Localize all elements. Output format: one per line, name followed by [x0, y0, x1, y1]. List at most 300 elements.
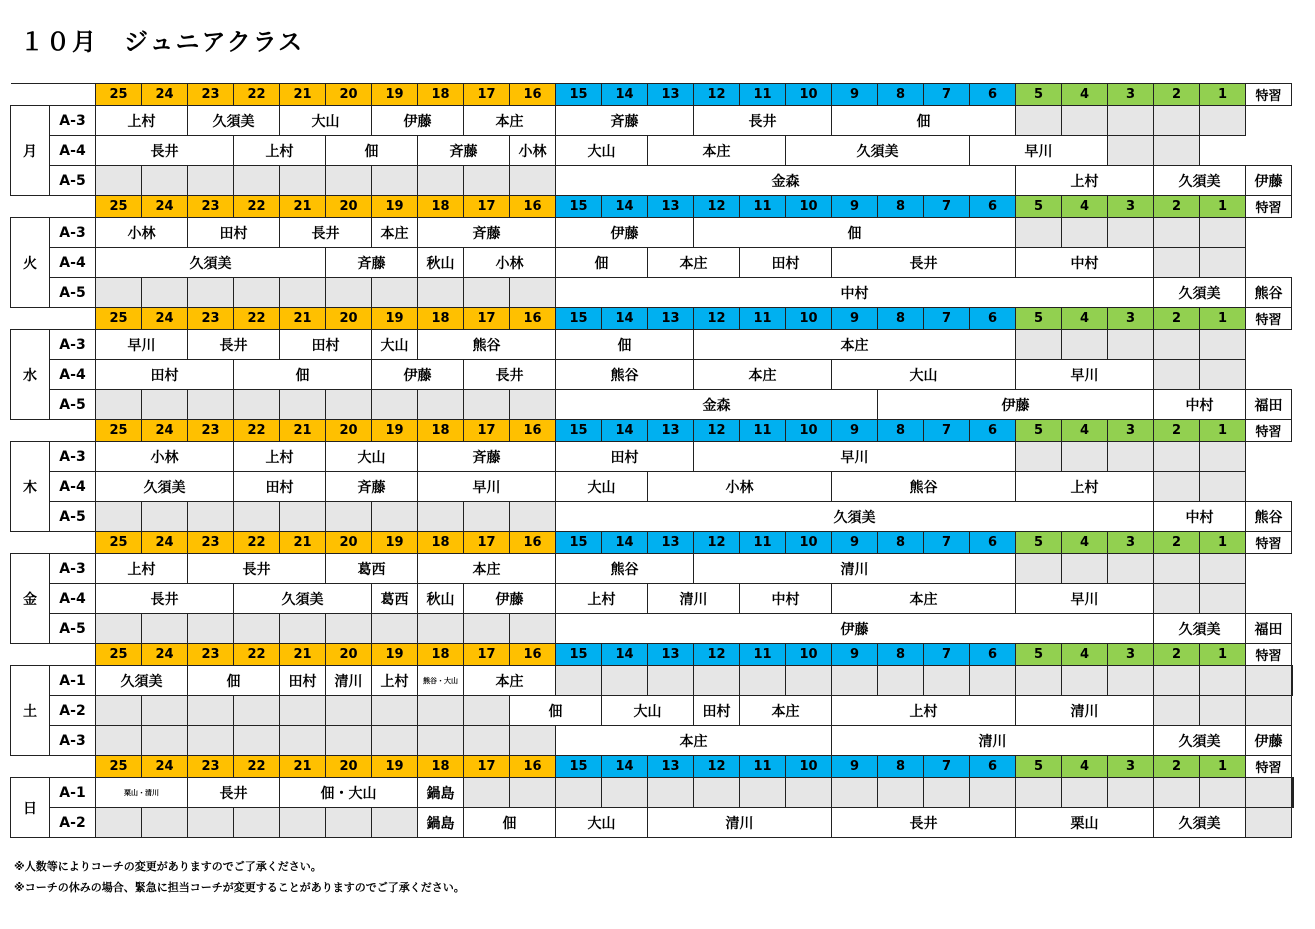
session-number: 13	[648, 196, 694, 218]
coach-cell: 長井	[832, 248, 1016, 278]
empty-cell	[1154, 778, 1200, 808]
coach-cell: 伊藤	[556, 218, 694, 248]
coach-cell: 上村	[1016, 166, 1154, 196]
coach-cell: 熊谷・大山	[418, 666, 464, 696]
session-number: 13	[648, 308, 694, 330]
empty-cell	[1246, 778, 1292, 808]
coach-cell: 栗山	[1016, 808, 1154, 838]
session-number: 4	[1062, 756, 1108, 778]
session-number: 20	[326, 756, 372, 778]
header-blank	[11, 196, 96, 218]
empty-cell	[1062, 554, 1108, 584]
coach-cell: 清川	[694, 554, 1016, 584]
empty-cell	[510, 502, 556, 532]
session-number: 6	[970, 84, 1016, 106]
empty-cell	[326, 726, 372, 756]
session-number: 16	[510, 420, 556, 442]
coach-cell: 大山	[326, 442, 418, 472]
session-number: 3	[1108, 532, 1154, 554]
class-row	[11, 778, 1294, 808]
session-number: 17	[464, 308, 510, 330]
session-number: 15	[556, 308, 602, 330]
coach-cell: 長井	[280, 218, 372, 248]
coach-cell: 葛西	[372, 584, 418, 614]
session-number: 8	[878, 84, 924, 106]
session-number: 19	[372, 308, 418, 330]
session-number: 14	[602, 84, 648, 106]
coach-cell: 久須美	[1154, 278, 1246, 308]
class-level: A-5	[50, 390, 96, 420]
class-level: A-3	[50, 442, 96, 472]
empty-cell	[1246, 666, 1292, 696]
session-number: 24	[142, 532, 188, 554]
session-number: 20	[326, 308, 372, 330]
session-number: 25	[96, 756, 142, 778]
empty-cell	[1062, 442, 1108, 472]
empty-cell	[1062, 778, 1108, 808]
session-number: 9	[832, 532, 878, 554]
session-number: 16	[510, 756, 556, 778]
session-number: 3	[1108, 420, 1154, 442]
coach-cell: 栗山・清川	[96, 778, 188, 808]
session-number: 18	[418, 756, 464, 778]
coach-cell: 佃	[188, 666, 280, 696]
class-row	[11, 472, 1294, 502]
session-number: 15	[556, 644, 602, 666]
coach-cell: 田村	[188, 218, 280, 248]
empty-cell	[418, 502, 464, 532]
coach-cell: 長井	[96, 584, 234, 614]
session-number: 21	[280, 756, 326, 778]
empty-cell	[142, 166, 188, 196]
session-number: 22	[234, 644, 280, 666]
empty-cell	[326, 696, 372, 726]
class-row	[11, 248, 1294, 278]
session-number: 4	[1062, 196, 1108, 218]
empty-cell	[510, 278, 556, 308]
empty-cell	[1154, 472, 1200, 502]
class-level: A-4	[50, 472, 96, 502]
session-number: 13	[648, 532, 694, 554]
empty-cell	[1154, 584, 1200, 614]
class-row	[11, 696, 1294, 726]
coach-cell: 久須美	[1154, 614, 1246, 644]
session-number: 17	[464, 756, 510, 778]
coach-cell: 鍋島	[418, 778, 464, 808]
class-level: A-5	[50, 614, 96, 644]
session-number: 8	[878, 308, 924, 330]
coach-cell: 久須美	[188, 106, 280, 136]
empty-cell	[1108, 136, 1154, 166]
empty-cell	[326, 808, 372, 838]
page-title: １０月 ジュニアクラス	[20, 28, 305, 56]
coach-cell: 上村	[372, 666, 418, 696]
session-number: 7	[924, 196, 970, 218]
session-number: 5	[1016, 756, 1062, 778]
session-number: 1	[1200, 420, 1246, 442]
session-number: 2	[1154, 420, 1200, 442]
session-number: 3	[1108, 84, 1154, 106]
coach-cell: 本庄	[464, 106, 556, 136]
session-number: 23	[188, 756, 234, 778]
empty-cell	[96, 390, 142, 420]
coach-cell: 斉藤	[326, 248, 418, 278]
coach-cell: 上村	[234, 442, 326, 472]
coach-cell: 中村	[740, 584, 832, 614]
day-label: 月	[11, 106, 50, 196]
session-number: 9	[832, 420, 878, 442]
session-number: 2	[1154, 84, 1200, 106]
coach-cell: 金森	[556, 166, 1016, 196]
session-number: 5	[1016, 420, 1062, 442]
coach-cell: 伊藤	[1246, 726, 1292, 756]
coach-cell: 本庄	[464, 666, 556, 696]
session-number: 21	[280, 644, 326, 666]
session-number: 8	[878, 644, 924, 666]
session-number: 19	[372, 196, 418, 218]
session-number: 6	[970, 420, 1016, 442]
session-number: 12	[694, 308, 740, 330]
empty-cell	[1154, 696, 1200, 726]
class-level: A-1	[50, 778, 96, 808]
session-number: 24	[142, 308, 188, 330]
empty-cell	[142, 726, 188, 756]
class-row	[11, 390, 1294, 420]
coach-cell: 田村	[234, 472, 326, 502]
coach-cell: 中村	[556, 278, 1154, 308]
session-number: 7	[924, 420, 970, 442]
schedule-table	[10, 83, 1294, 838]
empty-cell	[1293, 778, 1294, 808]
coach-cell: 伊藤	[372, 106, 464, 136]
coach-cell: 早川	[1016, 360, 1154, 390]
class-row	[11, 614, 1294, 644]
coach-cell: 田村	[280, 666, 326, 696]
empty-cell	[326, 166, 372, 196]
empty-cell	[1154, 360, 1200, 390]
day-label: 金	[11, 554, 50, 644]
coach-cell: 熊谷	[556, 554, 694, 584]
empty-cell	[1292, 666, 1293, 696]
empty-cell	[372, 502, 418, 532]
session-number: 4	[1062, 420, 1108, 442]
coach-cell: 熊谷	[418, 330, 556, 360]
session-number: 1	[1200, 308, 1246, 330]
empty-cell	[1200, 248, 1246, 278]
empty-cell	[1062, 330, 1108, 360]
empty-cell	[1062, 106, 1108, 136]
class-level: A-5	[50, 166, 96, 196]
session-number: 12	[694, 532, 740, 554]
empty-cell	[1108, 778, 1154, 808]
session-number: 18	[418, 644, 464, 666]
empty-cell	[234, 614, 280, 644]
session-number: 6	[970, 308, 1016, 330]
session-number: 11	[740, 532, 786, 554]
session-number: 1	[1200, 756, 1246, 778]
session-number: 15	[556, 532, 602, 554]
coach-cell: 久須美	[96, 666, 188, 696]
session-number: 6	[970, 196, 1016, 218]
coach-cell: 早川	[694, 442, 1016, 472]
class-row	[11, 360, 1294, 390]
session-number: 8	[878, 756, 924, 778]
coach-cell: 本庄	[648, 136, 786, 166]
coach-cell: 田村	[556, 442, 694, 472]
empty-cell	[510, 390, 556, 420]
special-lesson-header: 特習	[1246, 532, 1292, 554]
empty-cell	[740, 778, 786, 808]
empty-cell	[234, 726, 280, 756]
session-number: 7	[924, 84, 970, 106]
empty-cell	[510, 166, 556, 196]
coach-cell: 清川	[648, 584, 740, 614]
class-row	[11, 330, 1294, 360]
coach-cell: 本庄	[556, 726, 832, 756]
special-lesson-header: 特習	[1246, 756, 1292, 778]
empty-cell	[1200, 554, 1246, 584]
empty-cell	[1016, 218, 1062, 248]
session-number: 4	[1062, 532, 1108, 554]
session-number: 2	[1154, 532, 1200, 554]
class-row	[11, 584, 1294, 614]
empty-cell	[1108, 442, 1154, 472]
coach-cell: 上村	[96, 554, 188, 584]
coach-cell: 中村	[1154, 390, 1246, 420]
empty-cell	[1016, 778, 1062, 808]
empty-cell	[1016, 330, 1062, 360]
coach-cell: 大山	[602, 696, 694, 726]
session-number: 14	[602, 196, 648, 218]
session-number: 8	[878, 196, 924, 218]
coach-cell: 久須美	[1154, 726, 1246, 756]
coach-cell: 中村	[1016, 248, 1154, 278]
coach-cell: 秋山	[418, 248, 464, 278]
empty-cell	[1246, 696, 1292, 726]
coach-cell: 大山	[372, 330, 418, 360]
empty-cell	[96, 808, 142, 838]
header-blank	[11, 308, 96, 330]
empty-cell	[1246, 808, 1292, 838]
coach-cell: 大山	[556, 136, 648, 166]
empty-cell	[326, 614, 372, 644]
empty-cell	[142, 278, 188, 308]
empty-cell	[648, 666, 694, 696]
session-number: 3	[1108, 756, 1154, 778]
empty-cell	[786, 666, 832, 696]
session-number: 19	[372, 756, 418, 778]
empty-cell	[280, 726, 326, 756]
class-row	[11, 278, 1294, 308]
session-number: 19	[372, 644, 418, 666]
coach-cell: 大山	[280, 106, 372, 136]
empty-cell	[96, 502, 142, 532]
coach-cell: 本庄	[418, 554, 556, 584]
day-header-row	[11, 644, 1294, 666]
session-number: 12	[694, 84, 740, 106]
empty-cell	[372, 390, 418, 420]
session-number: 15	[556, 84, 602, 106]
empty-cell	[96, 726, 142, 756]
empty-cell	[418, 390, 464, 420]
coach-cell: 秋山	[418, 584, 464, 614]
coach-cell: 小林	[96, 218, 188, 248]
session-number: 22	[234, 420, 280, 442]
empty-cell	[832, 666, 878, 696]
session-number: 12	[694, 420, 740, 442]
class-level: A-5	[50, 502, 96, 532]
session-number: 24	[142, 420, 188, 442]
empty-cell	[1154, 248, 1200, 278]
empty-cell	[556, 666, 602, 696]
coach-cell: 本庄	[694, 360, 832, 390]
coach-cell: 中村	[1154, 502, 1246, 532]
empty-cell	[280, 614, 326, 644]
session-number: 13	[648, 756, 694, 778]
session-number: 18	[418, 84, 464, 106]
session-number: 1	[1200, 532, 1246, 554]
empty-cell	[464, 726, 510, 756]
empty-cell	[96, 614, 142, 644]
empty-cell	[1154, 554, 1200, 584]
empty-cell	[1108, 106, 1154, 136]
session-number: 13	[648, 420, 694, 442]
empty-cell	[280, 696, 326, 726]
empty-cell	[234, 502, 280, 532]
header-blank	[11, 532, 96, 554]
empty-cell	[372, 166, 418, 196]
coach-cell: 金森	[556, 390, 878, 420]
empty-cell	[924, 778, 970, 808]
empty-cell	[602, 666, 648, 696]
empty-cell	[786, 778, 832, 808]
session-number: 20	[326, 420, 372, 442]
empty-cell	[1062, 666, 1108, 696]
coach-cell: 伊藤	[556, 614, 1154, 644]
coach-cell: 佃	[556, 330, 694, 360]
session-number: 15	[556, 756, 602, 778]
session-number: 17	[464, 420, 510, 442]
class-row	[11, 106, 1294, 136]
empty-cell	[418, 614, 464, 644]
session-number: 14	[602, 532, 648, 554]
session-number: 14	[602, 308, 648, 330]
coach-cell: 長井	[188, 330, 280, 360]
coach-cell: 伊藤	[464, 584, 556, 614]
coach-cell: 長井	[832, 808, 1016, 838]
session-number: 25	[96, 84, 142, 106]
coach-cell: 熊谷	[1246, 502, 1292, 532]
session-number: 18	[418, 532, 464, 554]
day-header-row	[11, 420, 1294, 442]
session-number: 11	[740, 196, 786, 218]
empty-cell	[510, 726, 556, 756]
day-label: 水	[11, 330, 50, 420]
empty-cell	[694, 778, 740, 808]
coach-cell: 佃	[832, 106, 1016, 136]
session-number: 12	[694, 644, 740, 666]
empty-cell	[418, 726, 464, 756]
empty-cell	[464, 778, 510, 808]
session-number: 17	[464, 532, 510, 554]
class-level: A-3	[50, 106, 96, 136]
session-number: 22	[234, 308, 280, 330]
coach-cell: 葛西	[326, 554, 418, 584]
session-number: 11	[740, 644, 786, 666]
class-row	[11, 554, 1294, 584]
header-blank	[11, 644, 96, 666]
coach-cell: 久須美	[234, 584, 372, 614]
empty-cell	[372, 808, 418, 838]
session-number: 2	[1154, 644, 1200, 666]
session-number: 9	[832, 756, 878, 778]
empty-cell	[1016, 666, 1062, 696]
empty-cell	[1062, 218, 1108, 248]
empty-cell	[418, 696, 464, 726]
session-number: 9	[832, 196, 878, 218]
empty-cell	[280, 278, 326, 308]
empty-cell	[142, 808, 188, 838]
session-number: 2	[1154, 308, 1200, 330]
session-number: 4	[1062, 644, 1108, 666]
empty-cell	[372, 726, 418, 756]
session-number: 7	[924, 756, 970, 778]
class-row	[11, 218, 1294, 248]
session-number: 10	[786, 756, 832, 778]
session-number: 20	[326, 644, 372, 666]
day-header-row	[11, 308, 1294, 330]
session-number: 14	[602, 420, 648, 442]
day-label: 火	[11, 218, 50, 308]
session-number: 11	[740, 756, 786, 778]
empty-cell	[1200, 778, 1246, 808]
coach-cell: 久須美	[1154, 808, 1246, 838]
empty-cell	[326, 390, 372, 420]
coach-cell: 上村	[556, 584, 648, 614]
coach-cell: 鍋島	[418, 808, 464, 838]
class-level: A-4	[50, 136, 96, 166]
empty-cell	[464, 278, 510, 308]
session-number: 23	[188, 420, 234, 442]
session-number: 17	[464, 196, 510, 218]
session-number: 21	[280, 308, 326, 330]
special-lesson-header: 特習	[1246, 196, 1292, 218]
session-number: 25	[96, 644, 142, 666]
empty-cell	[1200, 360, 1246, 390]
session-number: 22	[234, 532, 280, 554]
empty-cell	[1108, 330, 1154, 360]
coach-cell: 佃・大山	[280, 778, 418, 808]
empty-cell	[1200, 218, 1246, 248]
coach-cell: 清川	[648, 808, 832, 838]
session-number: 25	[96, 308, 142, 330]
empty-cell	[1016, 442, 1062, 472]
empty-cell	[188, 614, 234, 644]
coach-cell: 上村	[96, 106, 188, 136]
coach-cell: 小林	[96, 442, 234, 472]
session-number: 21	[280, 420, 326, 442]
coach-cell: 田村	[96, 360, 234, 390]
session-number: 23	[188, 644, 234, 666]
empty-cell	[1016, 554, 1062, 584]
session-number: 24	[142, 756, 188, 778]
session-number: 16	[510, 196, 556, 218]
session-number: 1	[1200, 196, 1246, 218]
empty-cell	[832, 778, 878, 808]
session-number: 17	[464, 84, 510, 106]
empty-cell	[924, 666, 970, 696]
session-number: 3	[1108, 308, 1154, 330]
